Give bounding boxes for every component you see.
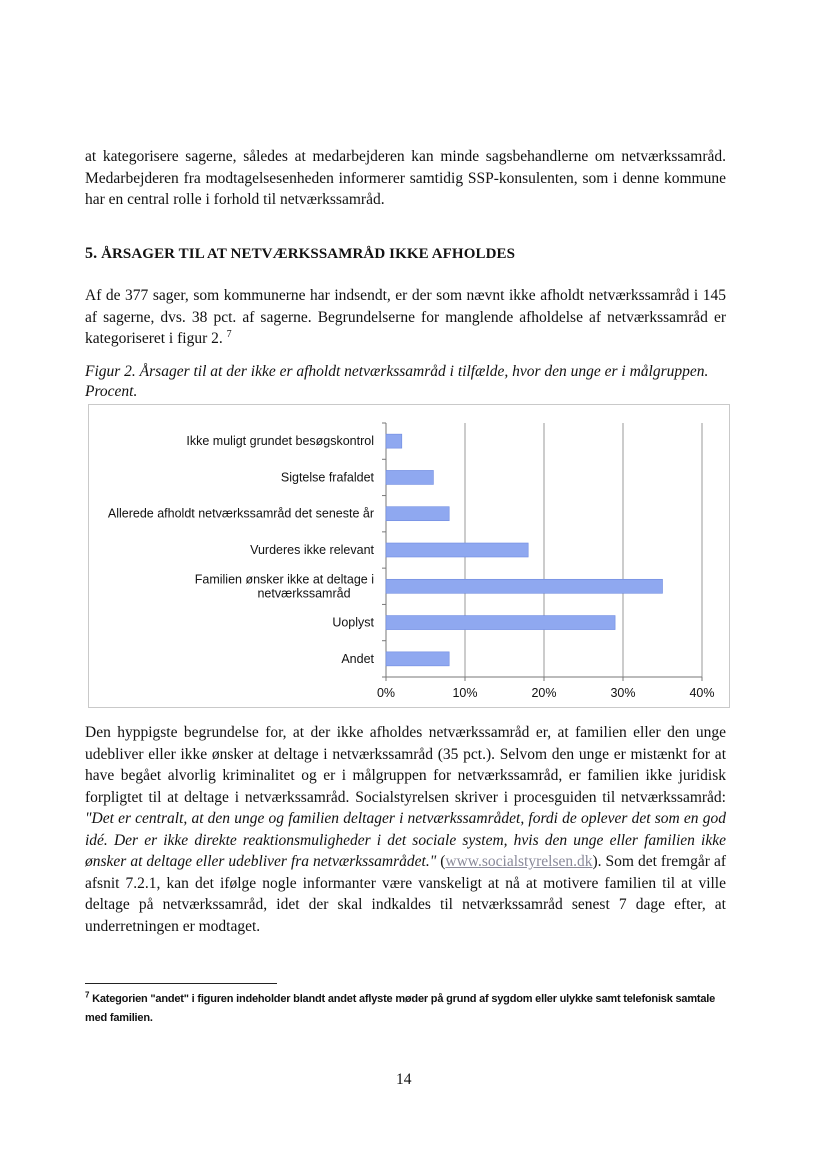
chart-canvas — [89, 405, 729, 707]
page-number: 14 — [396, 1071, 412, 1088]
category-label: Vurderes ikke relevant — [250, 543, 374, 557]
category-label: Sigtelse frafaldet — [280, 470, 374, 485]
socialstyrelsen-link[interactable]: www.socialstyrelsen.dk — [445, 853, 593, 870]
section-number: 5. — [85, 245, 98, 262]
link-prefix: ( — [436, 853, 446, 870]
x-tick-label: 30% — [610, 686, 636, 700]
discussion-paragraph — [85, 722, 726, 937]
footnote-divider — [85, 983, 277, 984]
figure-caption: Figur 2. Årsager til at der ikke er afholdt netværkssamråd i tilfælde, hvor den unge er i målgruppen. Procent. — [85, 363, 709, 400]
footnote — [85, 990, 726, 1028]
bar — [386, 470, 433, 484]
footnote-marker: 7 — [85, 990, 90, 1000]
category-label: Uoplyst — [332, 615, 374, 630]
bar — [386, 616, 615, 630]
bar — [386, 579, 663, 593]
cases-paragraph — [85, 285, 726, 350]
discussion-text-b: ). Som det fremgår af afsnit 7.2.1, kan det ifølge nogle informanter være vanskeligt at nå at motivere familien til at ville deltage på netværkssamråd, idet der skal indkaldes til netværkssamråd senest 7 dage efter, at underretningen er modtaget. — [85, 853, 726, 935]
footnote-text: Kategorien "andet" i figuren indeholder blandt andet aflyste møder på grund af sygdom eller ulykke samt telefonisk samtale med familien. — [85, 993, 716, 1024]
x-tick-label: 10% — [452, 686, 478, 700]
section-heading — [85, 245, 515, 263]
bar — [386, 543, 528, 557]
x-tick-label: 20% — [531, 686, 557, 700]
discussion-text-a: Den hyppigste begrundelse for, at der ikke afholdes netværkssamråd er, at familien eller den unge udebliver eller ikke ønsker at deltage i netværkssamråd (35 pct.). Selvom den unge er mistænkt for at have begået alvorlig kriminalitet og er i målgruppen for netværkssamråd, er familien ikke juridisk forpligtet til at deltage i netværkssamråd. Socialstyrelsen skriver i procesguiden til netværkssamråd: — [85, 724, 726, 806]
category-label: Andet — [341, 651, 374, 666]
category-label: Allerede afholdt netværkssamråd det seneste år — [107, 506, 374, 521]
x-tick-label: 40% — [689, 686, 715, 700]
footnote-reference[interactable]: 7 — [226, 328, 232, 340]
section-title: ÅRSAGER TIL AT NETVÆRKSSAMRÅD IKKE AFHOLDES — [101, 246, 516, 262]
category-label: Ikke muligt grundet besøgskontrol — [186, 434, 374, 449]
quote-text: "Det er centralt, at den unge og familien deltager i netværkssamrådet, fordi de oplever det som en god idé. Der er ikke direkte reaktionsmuligheder i det sociale system, hvis den unge eller familien ikke ønsker at deltage eller udebliver fra netværkssamrådet." — [85, 810, 726, 870]
bar — [386, 434, 402, 448]
intro-paragraph: at kategorisere sagerne, således at medarbejderen kan minde sagsbehandlerne om netværkssamråd. Medarbejderen fra modtagelsesenheden informerer samtidig SSP-konsulenten, som i denne kommune har en central rolle i forhold til netværkssamråd. — [85, 148, 726, 208]
category-label: Familien ønsker ikke at deltage i netværkssamråd — [194, 572, 374, 601]
cases-text: Af de 377 sager, som kommunerne har indsendt, er der som nævnt ikke afholdt netværkssamråd i 145 af sagerne, dvs. 38 pct. af sagerne. Begrundelserne for manglende afholdelse af netværkssamråd er kategoriseret i figur 2. — [85, 287, 726, 347]
bar — [386, 507, 449, 521]
bar-chart — [88, 404, 730, 708]
x-tick-label: 0% — [376, 686, 396, 700]
bar — [386, 652, 449, 666]
